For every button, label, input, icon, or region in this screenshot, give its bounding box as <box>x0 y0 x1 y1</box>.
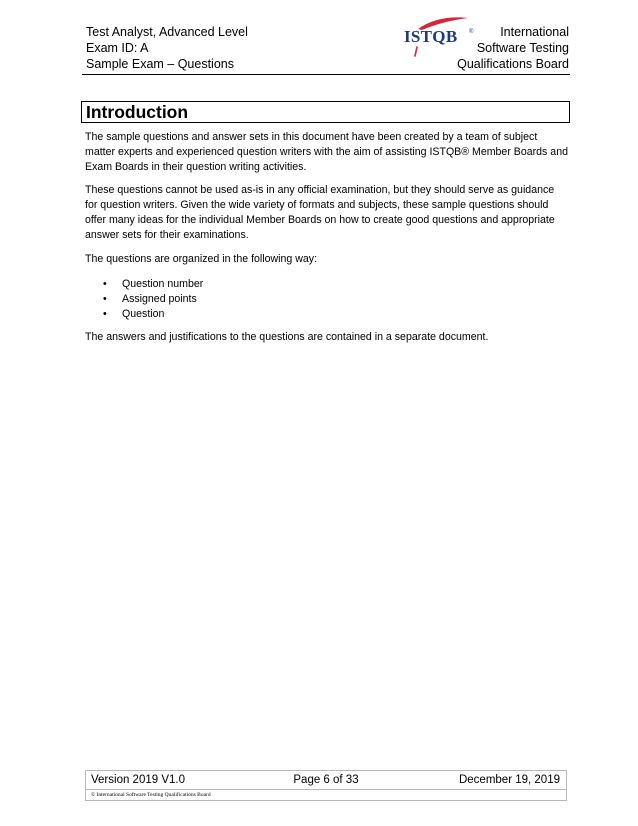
bullet-icon: • <box>103 307 107 320</box>
intro-paragraph-2: These questions cannot be used as-is in any official examination, but they should serve as guidance for question writers. Given the wide variety of formats and subjects, these sample questions should offer many ideas for the individual Member Boards on how to create good questions and appropriate answer sets for their examinations. <box>85 184 555 241</box>
logo-registered-mark: ® <box>469 29 474 35</box>
intro-paragraph-3: The questions are organized in the following way: <box>85 253 318 266</box>
header-exam-id: Exam ID: A <box>86 41 149 55</box>
logo-wordmark: ISTQB <box>404 27 458 46</box>
header-org-line-1: International <box>500 25 569 39</box>
body-content <box>85 130 569 345</box>
list-item-label: Question <box>122 307 165 320</box>
list-item-label: Assigned points <box>122 292 197 305</box>
footer-version: Version 2019 V1.0 <box>91 774 185 786</box>
section-title: Introduction <box>81 101 570 123</box>
header-title: Test Analyst, Advanced Level <box>86 25 248 39</box>
footer-divider <box>86 789 566 790</box>
footer-copyright: © International Software Testing Qualifications Board <box>91 792 211 798</box>
header-document-info <box>86 24 248 72</box>
footer-page-number: Page 6 of 33 <box>293 774 359 786</box>
header-org-line-3: Qualifications Board <box>457 57 569 71</box>
list-item <box>85 277 569 292</box>
intro-paragraph-1: The sample questions and answer sets in this document have been created by a team of subject matter experts and experienced question writers with the aim of assisting ISTQB® Member Boards and Exam Boards in their question writing activities. <box>85 131 568 173</box>
list-item-label: Question number <box>122 277 204 290</box>
closing-paragraph: The answers and justifications to the questions are contained in a separate document. <box>85 330 489 343</box>
bullet-icon: • <box>103 277 107 290</box>
header-org-line-2: Software Testing <box>476 41 569 55</box>
page-header <box>82 24 570 75</box>
list-item <box>85 292 569 307</box>
header-subtitle: Sample Exam – Questions <box>86 57 234 71</box>
bullet-icon: • <box>103 292 107 305</box>
footer-date: December 19, 2019 <box>458 774 560 786</box>
list-item <box>85 307 569 322</box>
bullet-list <box>85 277 569 322</box>
header-organization <box>457 24 569 72</box>
page-footer <box>85 770 567 801</box>
